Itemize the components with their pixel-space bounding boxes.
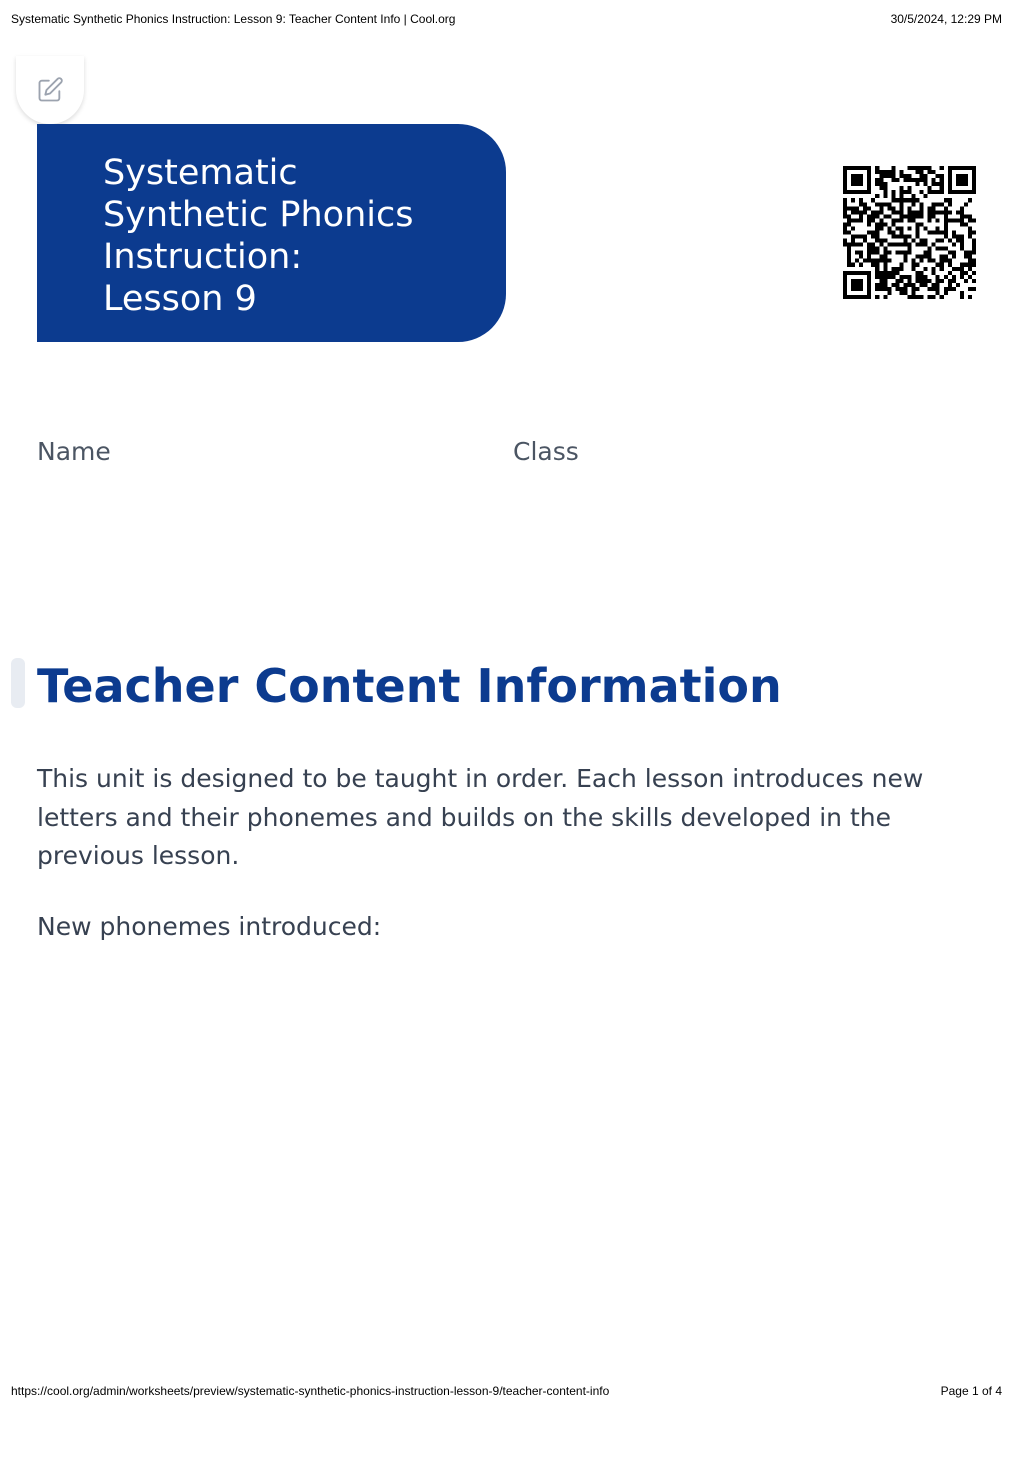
qr-code-icon (843, 166, 976, 299)
class-field-label: Class (513, 437, 579, 466)
print-header-datetime: 30/5/2024, 12:29 PM (890, 12, 1002, 26)
worksheet-title: Systematic Synthetic Phonics Instruction: Lesson 9 (103, 153, 414, 319)
name-field-label: Name (37, 437, 111, 466)
print-footer (11, 1384, 1002, 1402)
heading-accent-bar (11, 658, 25, 708)
title-banner (37, 124, 506, 342)
edit-icon (36, 76, 64, 104)
print-header-title: Systematic Synthetic Phonics Instruction: Lesson 9: Teacher Content Info | Cool.org (11, 12, 456, 26)
intro-paragraph: This unit is designed to be taught in order. Each lesson introduces new letters and their phonemes and builds on the skills developed in the previous lesson. (37, 764, 924, 870)
qr-code (843, 166, 976, 299)
page-number: Page 1 of 4 (940, 1384, 1002, 1398)
edit-button[interactable] (16, 56, 84, 124)
phonemes-paragraph: New phonemes introduced: (37, 912, 382, 941)
print-header (11, 12, 1002, 30)
section-heading: Teacher Content Information (37, 659, 782, 713)
print-footer-url: https://cool.org/admin/worksheets/preview/systematic-synthetic-phonics-instruction-lesson-9/teacher-content-info (11, 1384, 610, 1398)
